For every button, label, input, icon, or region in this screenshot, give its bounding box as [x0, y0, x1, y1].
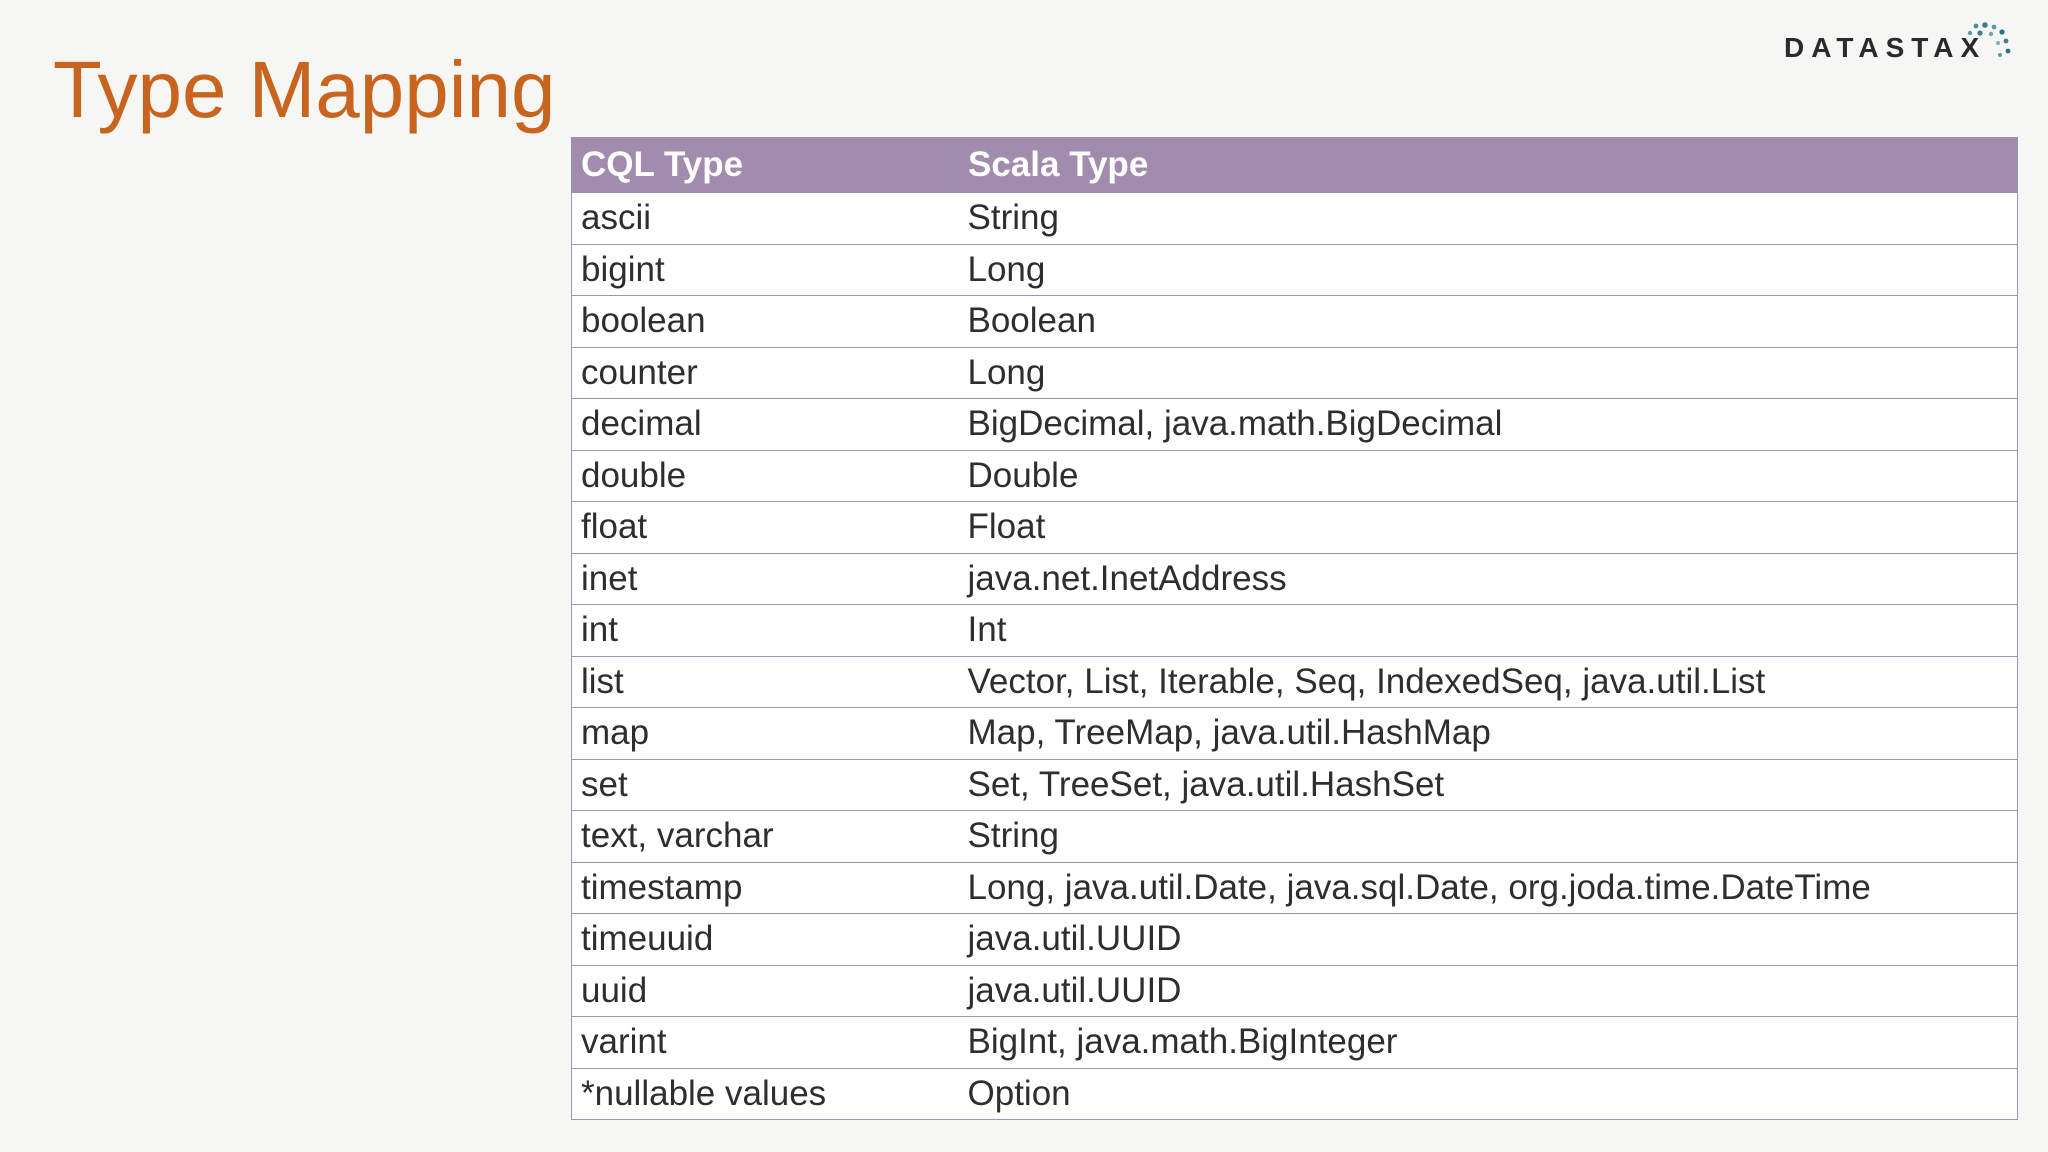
cql-type-cell: float	[572, 502, 959, 554]
table-row	[572, 759, 2018, 811]
cql-type-cell: inet	[572, 553, 959, 605]
table-row	[572, 708, 2018, 760]
cql-type-cell: varint	[572, 1017, 959, 1069]
scala-type-cell: java.util.UUID	[959, 914, 2018, 966]
table-row	[572, 811, 2018, 863]
cql-type-cell: timestamp	[572, 862, 959, 914]
table-row	[572, 1017, 2018, 1069]
scala-type-cell: java.util.UUID	[959, 965, 2018, 1017]
scala-type-cell: Long	[959, 244, 2018, 296]
type-mapping-table-wrap	[571, 137, 2017, 1120]
cql-type-cell: int	[572, 605, 959, 657]
table-row	[572, 862, 2018, 914]
scala-type-cell: Boolean	[959, 296, 2018, 348]
scala-type-cell: Float	[959, 502, 2018, 554]
scala-type-cell: BigInt, java.math.BigInteger	[959, 1017, 2018, 1069]
table-row	[572, 965, 2018, 1017]
table-header-row	[572, 138, 2018, 193]
slide-title: Type Mapping	[53, 45, 556, 134]
cql-type-cell: ascii	[572, 193, 959, 245]
scala-type-cell: Double	[959, 450, 2018, 502]
scala-type-cell: String	[959, 193, 2018, 245]
datastax-logo	[1780, 22, 2030, 72]
scala-type-cell: Vector, List, Iterable, Seq, IndexedSeq, java.util.List	[959, 656, 2018, 708]
table-row	[572, 502, 2018, 554]
logo-wordmark: DATASTAX	[1784, 32, 1987, 63]
scala-type-cell: String	[959, 811, 2018, 863]
cql-type-cell: decimal	[572, 399, 959, 451]
cql-type-cell: map	[572, 708, 959, 760]
cql-type-cell: boolean	[572, 296, 959, 348]
scala-type-cell: Long	[959, 347, 2018, 399]
cql-type-cell: text, varchar	[572, 811, 959, 863]
table-row	[572, 1068, 2018, 1120]
scala-type-cell: Map, TreeMap, java.util.HashMap	[959, 708, 2018, 760]
cql-type-cell: double	[572, 450, 959, 502]
scala-type-cell: Int	[959, 605, 2018, 657]
table-row	[572, 914, 2018, 966]
scala-type-cell: BigDecimal, java.math.BigDecimal	[959, 399, 2018, 451]
table-row	[572, 553, 2018, 605]
table-row	[572, 605, 2018, 657]
cql-type-cell: list	[572, 656, 959, 708]
header-scala-type: Scala Type	[959, 138, 2018, 193]
cql-type-cell: timeuuid	[572, 914, 959, 966]
scala-type-cell: java.net.InetAddress	[959, 553, 2018, 605]
scala-type-cell: Option	[959, 1068, 2018, 1120]
header-cql-type: CQL Type	[572, 138, 959, 193]
cql-type-cell: set	[572, 759, 959, 811]
table-row	[572, 193, 2018, 245]
cql-type-cell: uuid	[572, 965, 959, 1017]
cql-type-cell: bigint	[572, 244, 959, 296]
type-mapping-table	[571, 137, 2018, 1120]
cql-type-cell: *nullable values	[572, 1068, 959, 1120]
scala-type-cell: Long, java.util.Date, java.sql.Date, org.joda.time.DateTime	[959, 862, 2018, 914]
cql-type-cell: counter	[572, 347, 959, 399]
table-row	[572, 656, 2018, 708]
table-row	[572, 244, 2018, 296]
table-row	[572, 296, 2018, 348]
table-row	[572, 347, 2018, 399]
table-row	[572, 450, 2018, 502]
table-row	[572, 399, 2018, 451]
scala-type-cell: Set, TreeSet, java.util.HashSet	[959, 759, 2018, 811]
